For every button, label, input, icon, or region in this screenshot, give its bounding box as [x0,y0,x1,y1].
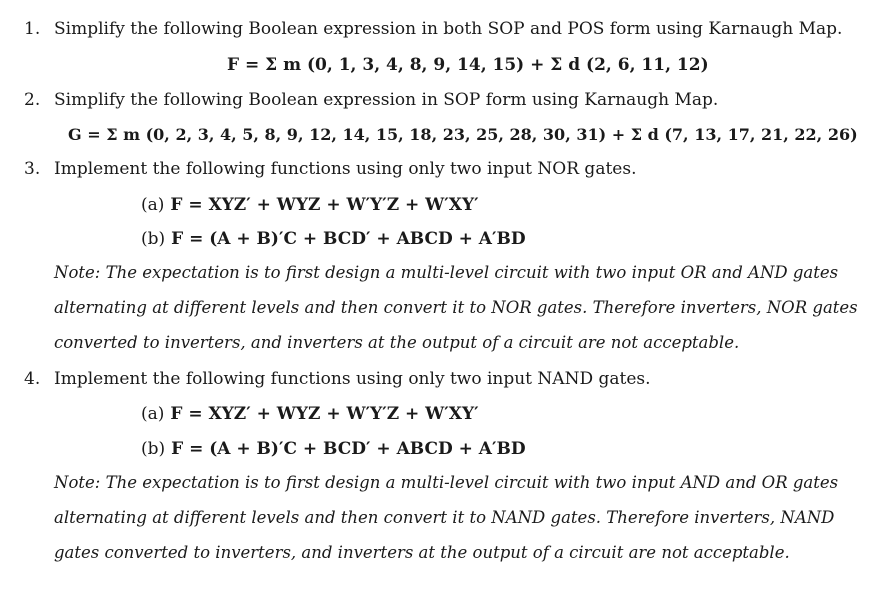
problem-4-note-line-1: Note: The expectation is to first design a multi-level circuit with two input AND and OR gates [54,473,839,492]
problem-3b-formula: F = (A + B)′C + BCD′ + ABCD + A′BD [171,229,526,249]
problem-1-text: Simplify the following Boolean expression in both SOP and POS form using Karnaugh Map. [54,19,843,39]
problem-4-text: Implement the following functions using only two input NAND gates. [54,369,651,389]
problem-3-note-line-3: converted to inverters, and inverters at the output of a circuit are not acceptable. [54,333,740,352]
problem-3-text: Implement the following functions using only two input NOR gates. [54,159,637,179]
problem-3-note-line-2: alternating at different levels and then convert it to NOR gates. Therefore inverters, NOR gates [54,298,858,317]
problem-3b-label: (b) [141,229,166,249]
problem-4b-equation [141,438,526,460]
problem-4b-formula: F = (A + B)′C + BCD′ + ABCD + A′BD [171,439,526,459]
problem-4-note-line-2: alternating at different levels and then convert it to NAND gates. Therefore inverters, NAND [54,508,835,527]
problem-2-number: 2. [24,90,41,110]
problem-2-text: Simplify the following Boolean expression in SOP form using Karnaugh Map. [54,90,719,110]
problem-3a-label: (a) [141,195,165,215]
problem-4-number: 4. [24,369,41,389]
problem-3a-formula: F = XYZ′ + WYZ + W′Y′Z + W′XY′ [170,195,479,215]
problem-1-number: 1. [24,19,41,39]
problem-1-equation: F = Σ m (0, 1, 3, 4, 8, 9, 14, 15) + Σ d (2, 6, 11, 12) [227,55,709,75]
problem-4a-label: (a) [141,404,165,424]
problem-3-note-line-1: Note: The expectation is to first design a multi-level circuit with two input OR and AND gates [54,263,839,282]
problem-3a-equation [141,194,479,216]
problem-4b-label: (b) [141,439,166,459]
problem-4a-equation [141,403,479,425]
problem-4a-formula: F = XYZ′ + WYZ + W′Y′Z + W′XY′ [170,404,479,424]
problem-2-equation: G = Σ m (0, 2, 3, 4, 5, 8, 9, 12, 14, 15, 18, 23, 25, 28, 30, 31) + Σ d (7, 13, 17, 21, 22, 26) [68,125,858,144]
problem-3-number: 3. [24,159,41,179]
problem-4-note-line-3: gates converted to inverters, and inverters at the output of a circuit are not acceptable. [54,543,790,562]
problem-3b-equation [141,228,526,250]
